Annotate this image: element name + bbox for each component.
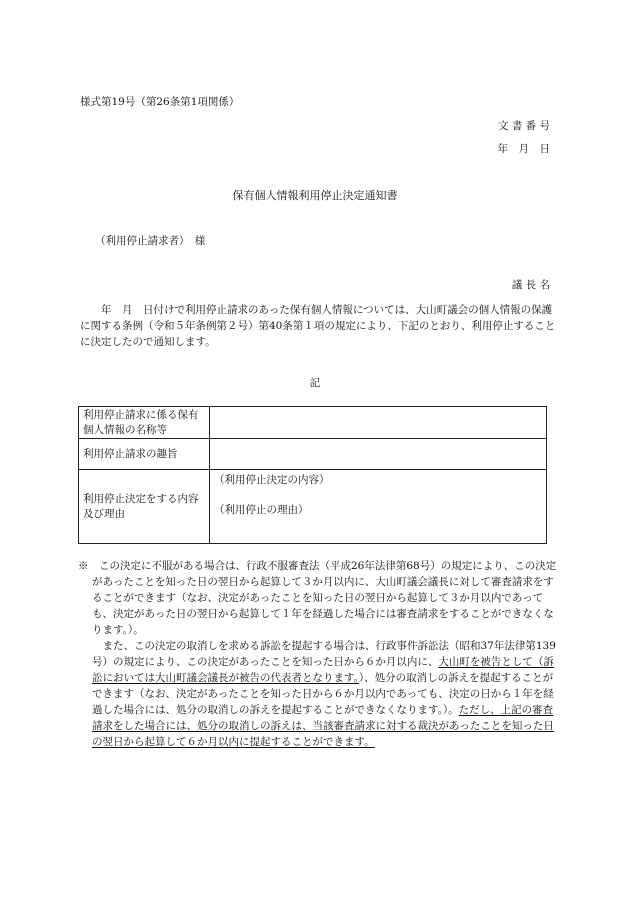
table-label-item-name: 利用停止請求に係る保有個人情報の名称等: [79, 407, 210, 439]
table-row: [79, 470, 547, 544]
sender-name: 議 長 名: [511, 279, 550, 291]
table-value-purpose: [210, 439, 547, 470]
note-text-2b: 大山町を被告として（: [438, 656, 544, 668]
request-details-table: [78, 406, 547, 544]
table-label-purpose: 利用停止請求の趣旨: [79, 439, 210, 470]
form-number: 様式第19号（第26条第1項関係）: [80, 96, 240, 108]
note-text-1: この決定に不服がある場合は、行政不服審査法（平成26年法律第68号）の規定により、この決定があったことを知った日の翌日から起算して３か月以内に、大山町議会議長に対して審査請求をすることができます（なお、決定があったことを知った日の翌日から起算して３か月以内であっても、決定があった日の翌日から起算して１年を経過した場合には審査請求をすることができなくなります。）。: [92, 560, 557, 636]
note-text-2c: 訴訟においては大山町議会議長が被告の代表者となります。: [92, 656, 554, 684]
table-row: [79, 407, 547, 439]
document-title: 保有個人情報利用停止決定通知書: [232, 189, 398, 202]
decision-reason-label: （利用停止の理由）: [214, 504, 309, 516]
note-mark: ※: [78, 560, 89, 572]
table-value-item-name: [210, 407, 547, 439]
appeal-notes: [78, 558, 558, 750]
date-label: 年 月 日: [497, 143, 550, 155]
document-number-label: 文 書 番 号: [497, 120, 550, 132]
note-text-2d: ）、処分の取消しの訴えを提起することができます（なお、決定があったことを知った日から６か月以内であっても、決定の日から１年を経過した場合には、処分の取消しの訴えを提起することができなくなります。）。: [92, 672, 554, 716]
notice-paragraph: 年 月 日付けで利用停止請求のあった保有個人情報については、大山町議会の個人情報の保護に関する条例（令和５年条例第２号）第40条第１項の規定により、下記のとおり、利用停止することに決定したので通知します。: [80, 304, 556, 348]
note-paragraph-1: [78, 558, 558, 638]
table-value-decision: [210, 470, 547, 544]
recipient-line: （利用停止請求者） 様: [95, 235, 206, 247]
ki-heading: 記: [309, 377, 321, 389]
decision-content-label: （利用停止決定の内容）: [214, 474, 330, 486]
note-text-2a: また、この決定の取消しを求める訴訟を提起する場合は、行政事件訴訟法（昭和37年法律第139号）の規定により、この決定があったことを知った日から６か月以内に、: [92, 640, 556, 668]
table-row: [79, 439, 547, 470]
table-label-decision: 利用停止決定をする内容及び理由: [79, 470, 210, 544]
notice-body: [80, 302, 556, 350]
note-paragraph-2: [78, 638, 558, 750]
note-text-2e: ただし、上記の審査請求をした場合には、処分の取消しの訴えは、当該審査請求に対する裁決があったことを知った日の翌日から起算して６か月以内に提起することができます。: [92, 704, 554, 748]
